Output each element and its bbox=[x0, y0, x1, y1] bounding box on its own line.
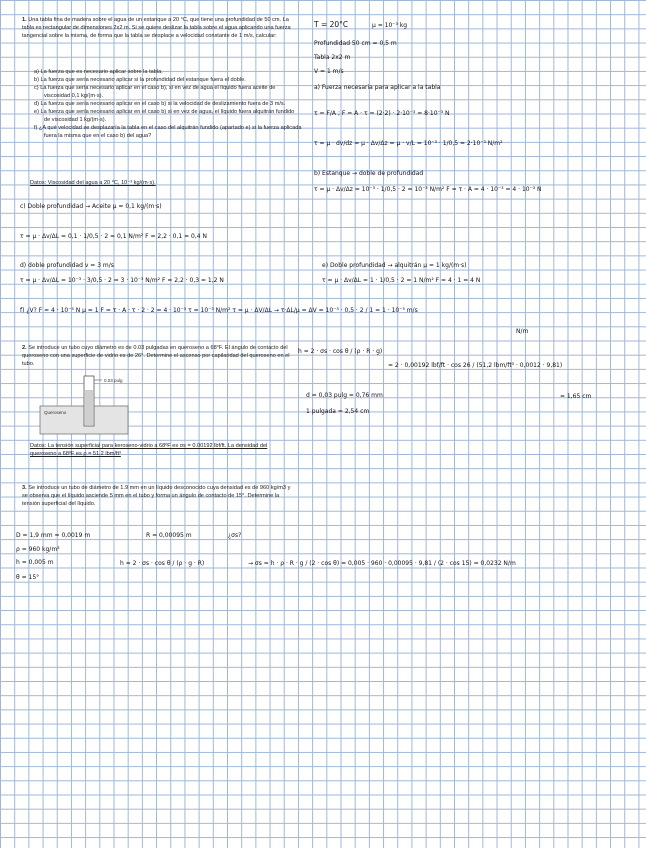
hw-p1-b-title: b) Estanque → doble de profundidad bbox=[314, 170, 424, 177]
hw-p2-diameter: d = 0,03 pulg = 0,76 mm bbox=[306, 392, 383, 399]
problem-1-item-c: c) La fuerza que sería necesario aplicar en el caso b), si en vez de agua el líquido fuera aceite de viscosidad 0,1 kg/(m·s). bbox=[34, 85, 276, 99]
hw-p3-density: ρ = 960 kg/m³ bbox=[16, 546, 60, 553]
hw-p1-c-title: c) Doble profundidad → Aceite μ = 0,1 kg/(m·s) bbox=[20, 203, 162, 210]
capillary-figure bbox=[36, 368, 136, 438]
problem-3-text: Se introduce un tubo de diámetro de 1.9 mm en un líquido desconocido cuya densidad es de 960 kg/m3 y se observa que el líquido asciende 5 mm en el tubo y forma un ángulo de contacto de 15°. Determine la tensión superficial del líquido. bbox=[22, 485, 291, 507]
problem-2-number: 2. bbox=[22, 345, 27, 351]
problem-2-statement bbox=[22, 344, 294, 368]
problem-1-items bbox=[30, 68, 302, 140]
hw-p1-a-title: a) Fuerza necesaria para aplicar a la tabla bbox=[314, 84, 441, 91]
kerosene-label: Queroseno bbox=[44, 410, 67, 415]
hw-p2-h-formula: h = 2 · σs · cos θ / (ρ · R · g) bbox=[298, 348, 383, 355]
hw-p1-d-title: d) doble profundidad v = 3 m/s bbox=[20, 262, 114, 269]
hw-p1-f-line: f) ¿V? F = 4 · 10⁻³ N μ = 1 F = τ · A · τ · 2 · 2 = 4 · 10⁻³ τ = 10⁻³ N/m² τ = μ · ΔV/ΔL → τ·ΔL/μ = ΔV = 10⁻³ · 0,5 · 2 / 1 = 1 · 10⁻³ m/s bbox=[20, 307, 418, 314]
hw-p1-d-calc: τ = μ · Δv/ΔL = 10⁻³ · 3/0,5 · 2 = 3 · 10⁻³ N/m² F = 2,2 · 0,3 = 1,2 N bbox=[20, 277, 224, 284]
problem-2-text: Se introduce un tubo cuyo diámetro es de 0.03 pulgadas en queroseno a 68°F. El ángulo de contacto del queroseno con una superficie de vidrio es de 26°. Determine el ascenso por capilaridad del queroseno en el tubo. bbox=[22, 345, 290, 367]
problem-1-statement bbox=[22, 16, 302, 40]
capillary-liquid bbox=[85, 390, 93, 425]
hw-p1-c-calc: τ = μ · Δv/ΔL = 0,1 · 1/0,5 · 2 = 0,1 N/m² F = 2,2 · 0,1 = 0,4 N bbox=[20, 233, 207, 240]
problem-1-item-d: d) La fuerza que sería necesario aplicar en el caso b) si la velocidad de deslizamiento fuera de 3 m/s. bbox=[34, 101, 286, 107]
hw-p1-e-calc: τ = μ · Δv/ΔL = 1 · 1/0,5 · 2 = 1 N/m² F = 4 · 1 = 4 N bbox=[322, 277, 481, 284]
hw-p1-given-temp: T = 20°C bbox=[314, 20, 349, 29]
problem-2-data: Datos: La tensión superficial para keroseno-vidrio a 68ºF es σs = 0.00192 lbf/ft. La densidad del queroseno a 68ºF es ρ = 51.2 lbm/ft³ bbox=[30, 443, 268, 457]
problem-1-text: Una tabla fina de madera sobre el agua de un estanque a 20 °C, que tiene una profundidad de 50 cm. La tabla es rectangular de dimensiones 2x2 m. Si se quiere deslizar la tabla sobre el agua aplicando una fuerza tangencial sobre la misma, de forma que la tabla se desplace a velocidad constante de 1 m/s, calcular: bbox=[22, 17, 291, 39]
hw-p3-question: ¿σs? bbox=[228, 532, 242, 539]
problem-3-number: 3. bbox=[22, 485, 27, 491]
problem-1-item-f: f) ¿A qué velocidad se desplazaría la tabla en el caso del alquitrán fundido (apartado e) si la fuerza aplicada fuera la misma que en el caso b) del agua? bbox=[34, 125, 302, 139]
hw-p3-diameter: D = 1,9 mm = 0,0019 m bbox=[16, 532, 91, 539]
hw-p2-h-numeric: = 2 · 0,00192 lbf/ft · cos 26 / (51,2 lbm/ft³ · 0,0012 · 9,81) bbox=[388, 362, 563, 369]
hw-p3-sigma: → σs = h · ρ · R · g / (2 · cos θ) = 0,005 · 960 · 0,00095 · 9,81 / (2 · cos 15) = 0,0232 N/m bbox=[248, 560, 516, 567]
hw-p1-e-title: e) Doble profundidad → alquitrán μ = 1 kg/(m·s) bbox=[322, 262, 467, 269]
hw-p3-height: h = 0,005 m bbox=[16, 559, 54, 566]
problem-1-item-a: a) La fuerza que es necesario aplicar sobre la tabla. bbox=[34, 69, 163, 75]
hw-p2-result: = 1,65 cm bbox=[560, 393, 592, 400]
problem-1-item-b: b) La fuerza que sería necesario aplicar si la profundidad del estanque fuera el doble. bbox=[34, 77, 246, 83]
problem-3-statement bbox=[22, 484, 294, 508]
hw-p3-angle: θ = 15° bbox=[16, 574, 40, 581]
tube-diameter-label: 0.03 pulg bbox=[104, 378, 123, 383]
hw-p1-given-velocity: V = 1 m/s bbox=[314, 68, 344, 75]
hw-p3-radius: R = 0,00095 m bbox=[146, 532, 192, 539]
hw-p2-inch: 1 pulgada = 2,54 cm bbox=[306, 408, 370, 415]
hw-p1-given-board: Tabla 2x2 m bbox=[314, 54, 351, 61]
hw-p1-f-unit: N/m bbox=[516, 328, 529, 335]
problem-1-number: 1. bbox=[22, 17, 27, 23]
problem-1-item-e: e) La fuerza que sería necesario aplicar en el caso b) si en vez de agua, el líquido fuera alquitrán fundido de viscosidad 1 kg/(m·s). bbox=[34, 109, 295, 123]
hw-p1-given-mu: μ = 10⁻³ kg bbox=[372, 22, 408, 29]
hw-p1-a-formula: τ = F/A ; F = A · τ = (2·2) · 2·10⁻³ = 8·10⁻³ N bbox=[314, 110, 450, 117]
hw-p3-h-formula: h = 2 · σs · cos θ / (ρ · g · R) bbox=[120, 560, 205, 567]
problem-1-data: Datos: Viscosidad del agua a 20 °C, 10⁻³ kg/(m·s). bbox=[30, 180, 156, 186]
hw-p1-b-calc: τ = μ · Δv/Δz = 10⁻³ · 1/0,5 · 2 = 10⁻³ N/m² F = τ · A = 4 · 10⁻³ = 4 · 10⁻³ N bbox=[314, 186, 542, 193]
hw-p1-given-depth: Profundidad 50 cm = 0,5 m bbox=[314, 40, 397, 47]
hw-p1-a-tau: τ = μ · dv/dz = μ · Δv/Δz = μ · v/L = 10⁻³ · 1/0,5 = 2·10⁻³ N/m² bbox=[314, 140, 503, 147]
